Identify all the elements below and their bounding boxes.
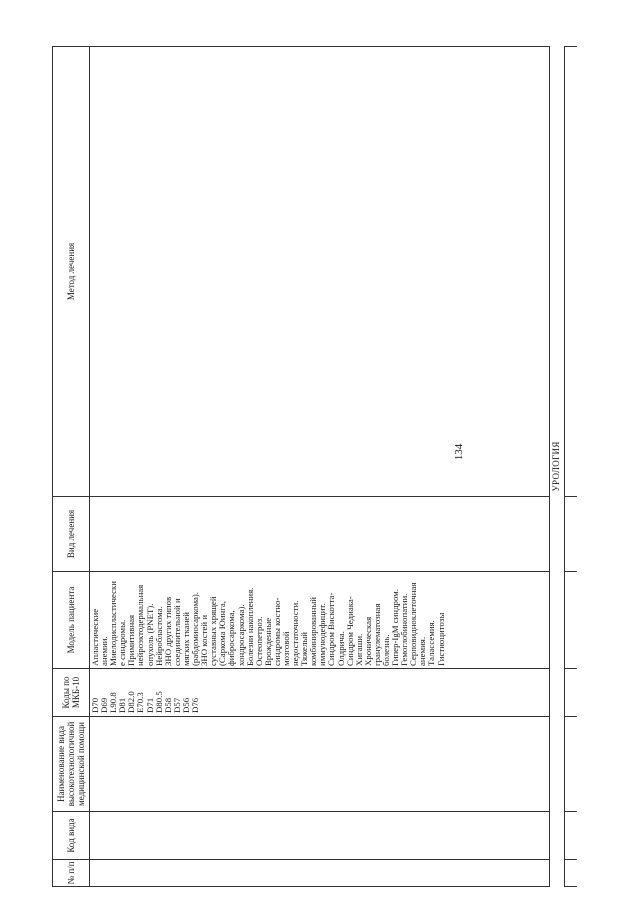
patient-model-line: Гистиоцитозы (435, 612, 446, 666)
cell-stub (565, 860, 578, 887)
mkb-code: D69 (99, 697, 110, 713)
patient-model-line: (Саркома Юинга, (217, 601, 228, 666)
cell-mkb-codes (90, 669, 550, 717)
table-header-row (53, 47, 90, 887)
cell-stub (565, 717, 578, 812)
patient-model-line: Примитивная (126, 614, 137, 666)
header-treatment-type: Вид лечения (53, 497, 90, 572)
header-num: № п/п (53, 860, 90, 887)
header-mkb-codes: Коды по МКБ-10 (53, 669, 90, 717)
cell-treatment-method (90, 47, 550, 497)
patient-model-line: Миелодиспластически (108, 581, 119, 666)
mkb-code: D58 (162, 697, 173, 713)
patient-model-line: иммунодефицит. (317, 603, 328, 666)
patient-model-line: фибросаркома, (226, 610, 237, 666)
patient-model-line: (рабдомиосаркома). (190, 591, 201, 666)
cell-stub (565, 812, 578, 860)
patient-model-line: гранулематозная (371, 603, 382, 666)
section-row (550, 47, 565, 887)
header-type-code: Код вида (53, 812, 90, 860)
vmp-table (52, 46, 577, 887)
mkb-code: D82.0 (126, 691, 137, 713)
patient-model-line: Олдрича. (335, 631, 346, 666)
patient-model-line: Хигаши. (353, 633, 364, 666)
next-row-stub (565, 47, 578, 887)
rotated-table-container (52, 47, 577, 887)
patient-model-line: хондросаркома). (235, 604, 246, 666)
cell-stub (565, 669, 578, 717)
mkb-code: D80.5 (153, 691, 164, 713)
cell-stub (565, 497, 578, 572)
patient-model-line: недостаточности. (290, 600, 301, 666)
patient-model-line: Синдром Чедиака- (344, 596, 355, 666)
patient-model-line: Гипер-IgM синдром. (390, 589, 401, 666)
mkb-code: E70.3 (135, 692, 146, 713)
patient-model-line: анемии. (99, 636, 110, 666)
cell-stub (565, 47, 578, 497)
patient-model-line: Болезни накопления. (244, 587, 255, 666)
patient-model-line: опухоль (PNET). (144, 603, 155, 666)
mkb-code: D57 (171, 697, 182, 713)
patient-model-line: Апластические (90, 608, 100, 666)
patient-model-line: ЗНО костей и (199, 614, 210, 666)
patient-model-line: Талассемия. (426, 620, 437, 666)
cell-stub (565, 572, 578, 669)
patient-model-line: Нейробластома. (153, 606, 164, 666)
patient-model-line: суставных хрящей (208, 596, 219, 666)
rotated-table-frame (52, 47, 577, 887)
header-vmp-name: Наименование вида высокотехнологичной медицинской помощи (53, 717, 90, 812)
cell-patient-model (90, 572, 550, 669)
page-number: 134 (453, 443, 465, 461)
patient-model-line: соединительной и (171, 598, 182, 666)
cell-treatment-type (90, 497, 550, 572)
patient-model-line: е синдромы. (117, 619, 128, 666)
patient-model-line: синдромы костно- (271, 597, 282, 666)
mkb-code: D76 (190, 697, 201, 713)
table-row (90, 47, 550, 887)
patient-model-line: Хроническая (362, 616, 373, 666)
patient-model-line: ЗНО других типов (162, 596, 173, 666)
header-patient-model: Модель пациента (53, 572, 90, 669)
patient-model-line: Гемоглобинопатии. (399, 593, 410, 666)
patient-model-line: нейроэктодермальная (135, 584, 146, 666)
patient-model-line: мягких тканей (180, 611, 191, 666)
patient-model-line: Остеопетроз. (253, 616, 264, 666)
mkb-code: D70 (90, 697, 100, 713)
mkb-code: L90.8 (108, 692, 119, 713)
patient-model-line: болезнь. (381, 634, 391, 666)
mkb-code: D71 (144, 697, 155, 713)
mkb-code: D56 (180, 697, 191, 713)
header-treatment-method: Метод лечения (53, 47, 90, 497)
cell-type-code (90, 812, 550, 860)
mkb-code: D81 (117, 697, 128, 713)
patient-model-line: Тяжелый (299, 632, 310, 666)
patient-model-line: анемия. (417, 636, 428, 666)
patient-model-line: мозговой (280, 631, 291, 666)
cell-vmp-name (90, 717, 550, 812)
patient-model-line: Врожденные (262, 617, 273, 666)
cell-num (90, 860, 550, 887)
section-title: УРОЛОГИЯ (550, 47, 565, 887)
patient-model-line: Синдром Вискотта- (326, 592, 337, 666)
patient-model-line: Серповидноклеточная (408, 582, 419, 666)
patient-model-line: комбинированный (308, 597, 319, 666)
